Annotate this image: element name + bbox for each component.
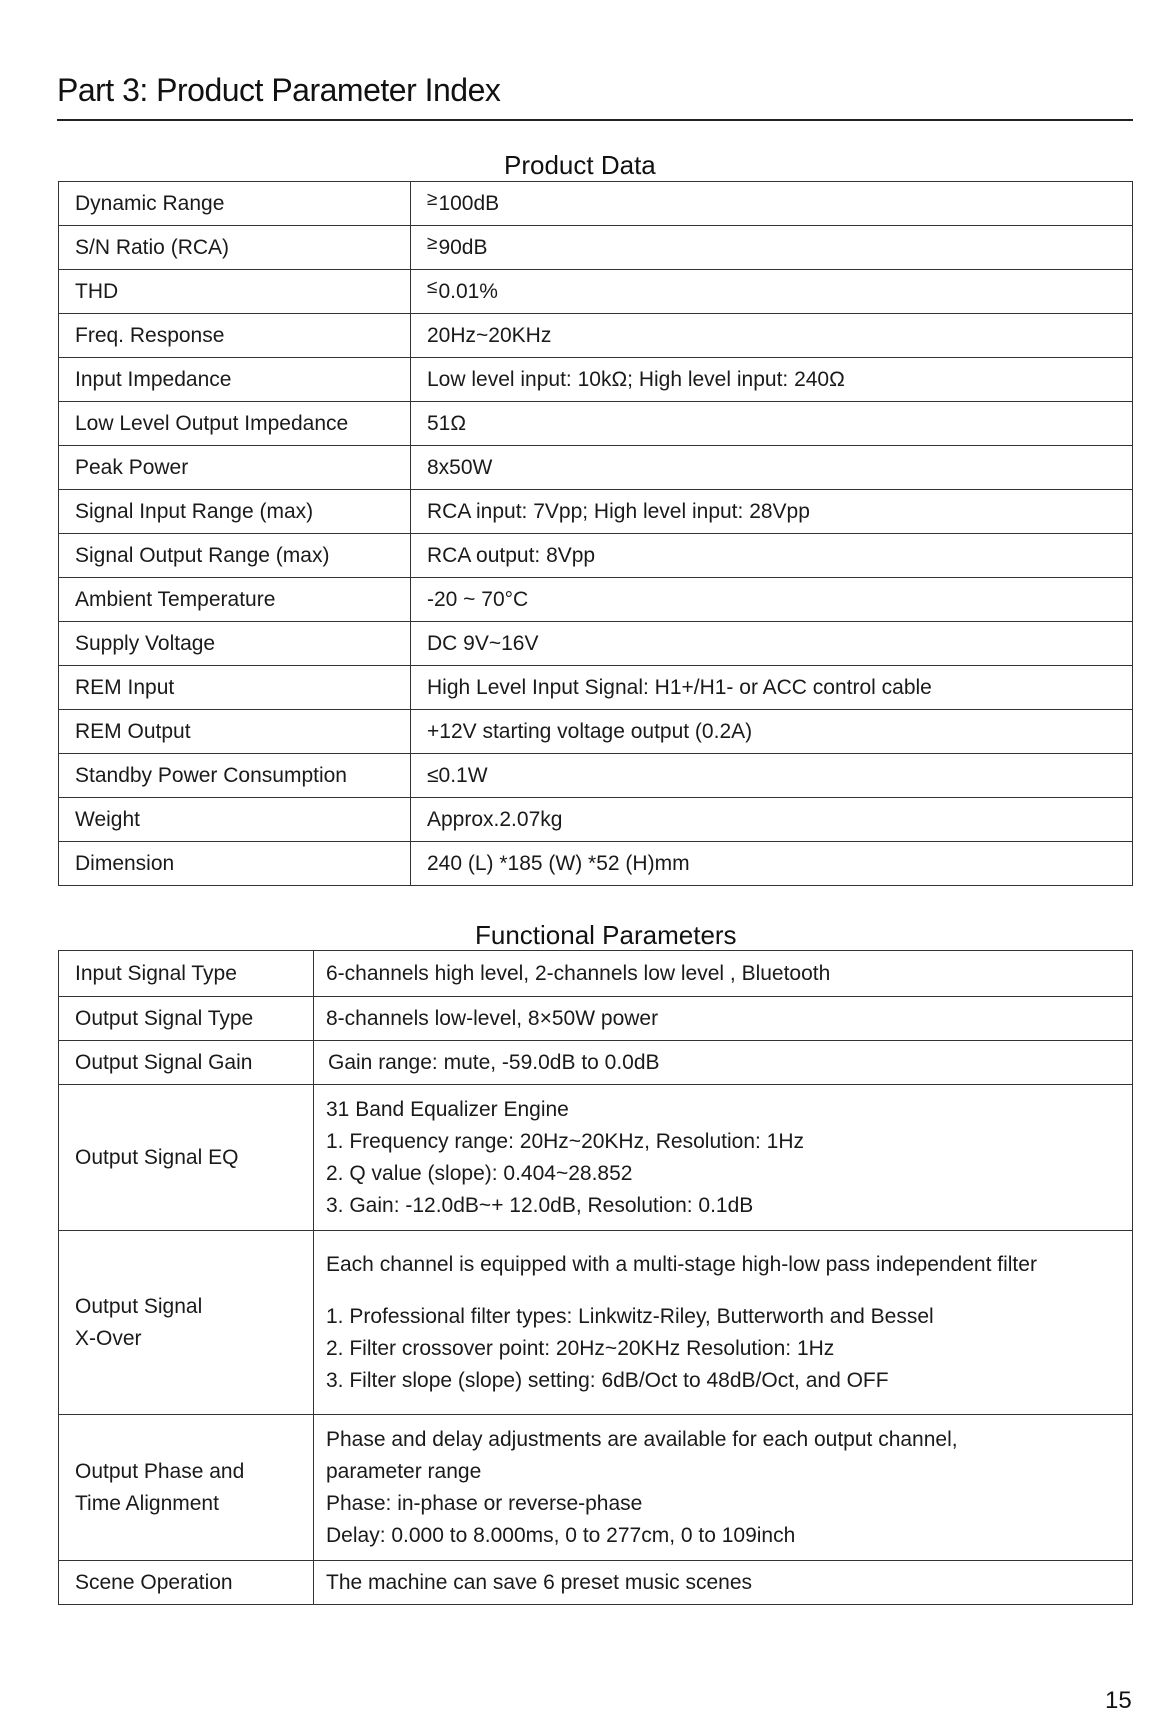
param-value: The machine can save 6 preset music scenes (314, 1561, 1133, 1605)
param-value: 20Hz~20KHz (411, 314, 1133, 358)
table-row (59, 1561, 1133, 1605)
param-name: REM Input (59, 666, 411, 710)
param-value: -20 ~ 70°C (411, 578, 1133, 622)
table-row (59, 358, 1133, 402)
table-row (59, 314, 1133, 358)
param-name: REM Output (59, 710, 411, 754)
param-name: Output Signal Gain (59, 1041, 314, 1085)
param-name: Output Signal X-Over (59, 1231, 314, 1415)
param-value: 240 (L) *185 (W) *52 (H)mm (411, 842, 1133, 886)
product-data-table (58, 181, 1133, 886)
param-value: 6-channels high level, 2-channels low level , Bluetooth (314, 951, 1133, 997)
param-value: 31 Band Equalizer Engine 1. Frequency range: 20Hz~20KHz, Resolution: 1Hz 2. Q value (slope): 0.404~28.852 3. Gain: -12.0dB~+ 12.0dB, Resolution: 0.1dB (314, 1085, 1133, 1231)
greater-equal-symbol: ≥ (427, 232, 438, 254)
param-name: Peak Power (59, 446, 411, 490)
param-value: ≥90dB (411, 226, 1133, 270)
greater-equal-symbol: ≥ (427, 188, 438, 210)
param-name: Scene Operation (59, 1561, 314, 1605)
table-row (59, 1415, 1133, 1561)
param-name: Low Level Output Impedance (59, 402, 411, 446)
param-name: Output Phase and Time Alignment (59, 1415, 314, 1561)
param-value: RCA output: 8Vpp (411, 534, 1133, 578)
param-value: Gain range: mute, -59.0dB to 0.0dB (314, 1041, 1133, 1085)
param-name: Output Signal Type (59, 997, 314, 1041)
param-value: +12V starting voltage output (0.2A) (411, 710, 1133, 754)
param-value: ≥100dB (411, 182, 1133, 226)
param-name: THD (59, 270, 411, 314)
table-row (59, 578, 1133, 622)
param-name: Signal Output Range (max) (59, 534, 411, 578)
param-name: Supply Voltage (59, 622, 411, 666)
param-value: 51Ω (411, 402, 1133, 446)
param-name: Input Signal Type (59, 951, 314, 997)
param-name: Dimension (59, 842, 411, 886)
param-value: 8x50W (411, 446, 1133, 490)
table-row (59, 798, 1133, 842)
param-value: Low level input: 10kΩ; High level input: 240Ω (411, 358, 1133, 402)
table-row (59, 270, 1133, 314)
param-value: Phase and delay adjustments are available for each output channel, parameter range Phase: in-phase or reverse-phase Delay: 0.000 to 8.000ms, 0 to 277cm, 0 to 109inch (314, 1415, 1133, 1561)
param-value: RCA input: 7Vpp; High level input: 28Vpp (411, 490, 1133, 534)
table-row (59, 490, 1133, 534)
table-row (59, 754, 1133, 798)
param-value: ≤0.1W (411, 754, 1133, 798)
table-row (59, 226, 1133, 270)
product-data-heading: Product Data (504, 150, 656, 180)
table-row (59, 842, 1133, 886)
functional-parameters-heading: Functional Parameters (475, 920, 737, 950)
table-row (59, 997, 1133, 1041)
param-value: 8-channels low-level, 8×50W power (314, 997, 1133, 1041)
table-row (59, 1041, 1133, 1085)
table-row (59, 1231, 1133, 1415)
param-value: DC 9V~16V (411, 622, 1133, 666)
param-name: Standby Power Consumption (59, 754, 411, 798)
table-row (59, 666, 1133, 710)
table-row (59, 622, 1133, 666)
param-name: Ambient Temperature (59, 578, 411, 622)
param-name: Weight (59, 798, 411, 842)
title-divider (57, 119, 1133, 121)
param-name: Dynamic Range (59, 182, 411, 226)
table-row (59, 710, 1133, 754)
param-value: High Level Input Signal: H1+/H1- or ACC control cable (411, 666, 1133, 710)
page-number: 15 (1105, 1687, 1132, 1714)
param-name: S/N Ratio (RCA) (59, 226, 411, 270)
table-row (59, 402, 1133, 446)
param-value: ≤0.01% (411, 270, 1133, 314)
param-name: Signal Input Range (max) (59, 490, 411, 534)
param-name: Freq. Response (59, 314, 411, 358)
param-name: Output Signal EQ (59, 1085, 314, 1231)
table-row (59, 182, 1133, 226)
less-equal-symbol: ≤ (427, 276, 438, 298)
table-row (59, 534, 1133, 578)
table-row (59, 951, 1133, 997)
functional-parameters-table (58, 950, 1133, 1605)
param-name: Input Impedance (59, 358, 411, 402)
table-row (59, 1085, 1133, 1231)
page-title: Part 3: Product Parameter Index (57, 72, 501, 108)
table-row (59, 446, 1133, 490)
param-value: Each channel is equipped with a multi-stage high-low pass independent filter 1. Professional filter types: Linkwitz-Riley, Butterworth and Bessel 2. Filter crossover point: 20Hz~20KHz Resolution: 1Hz 3. Filter slope (slope) setting: 6dB/Oct to 48dB/Oct, and OFF (314, 1231, 1133, 1415)
param-value: Approx.2.07kg (411, 798, 1133, 842)
